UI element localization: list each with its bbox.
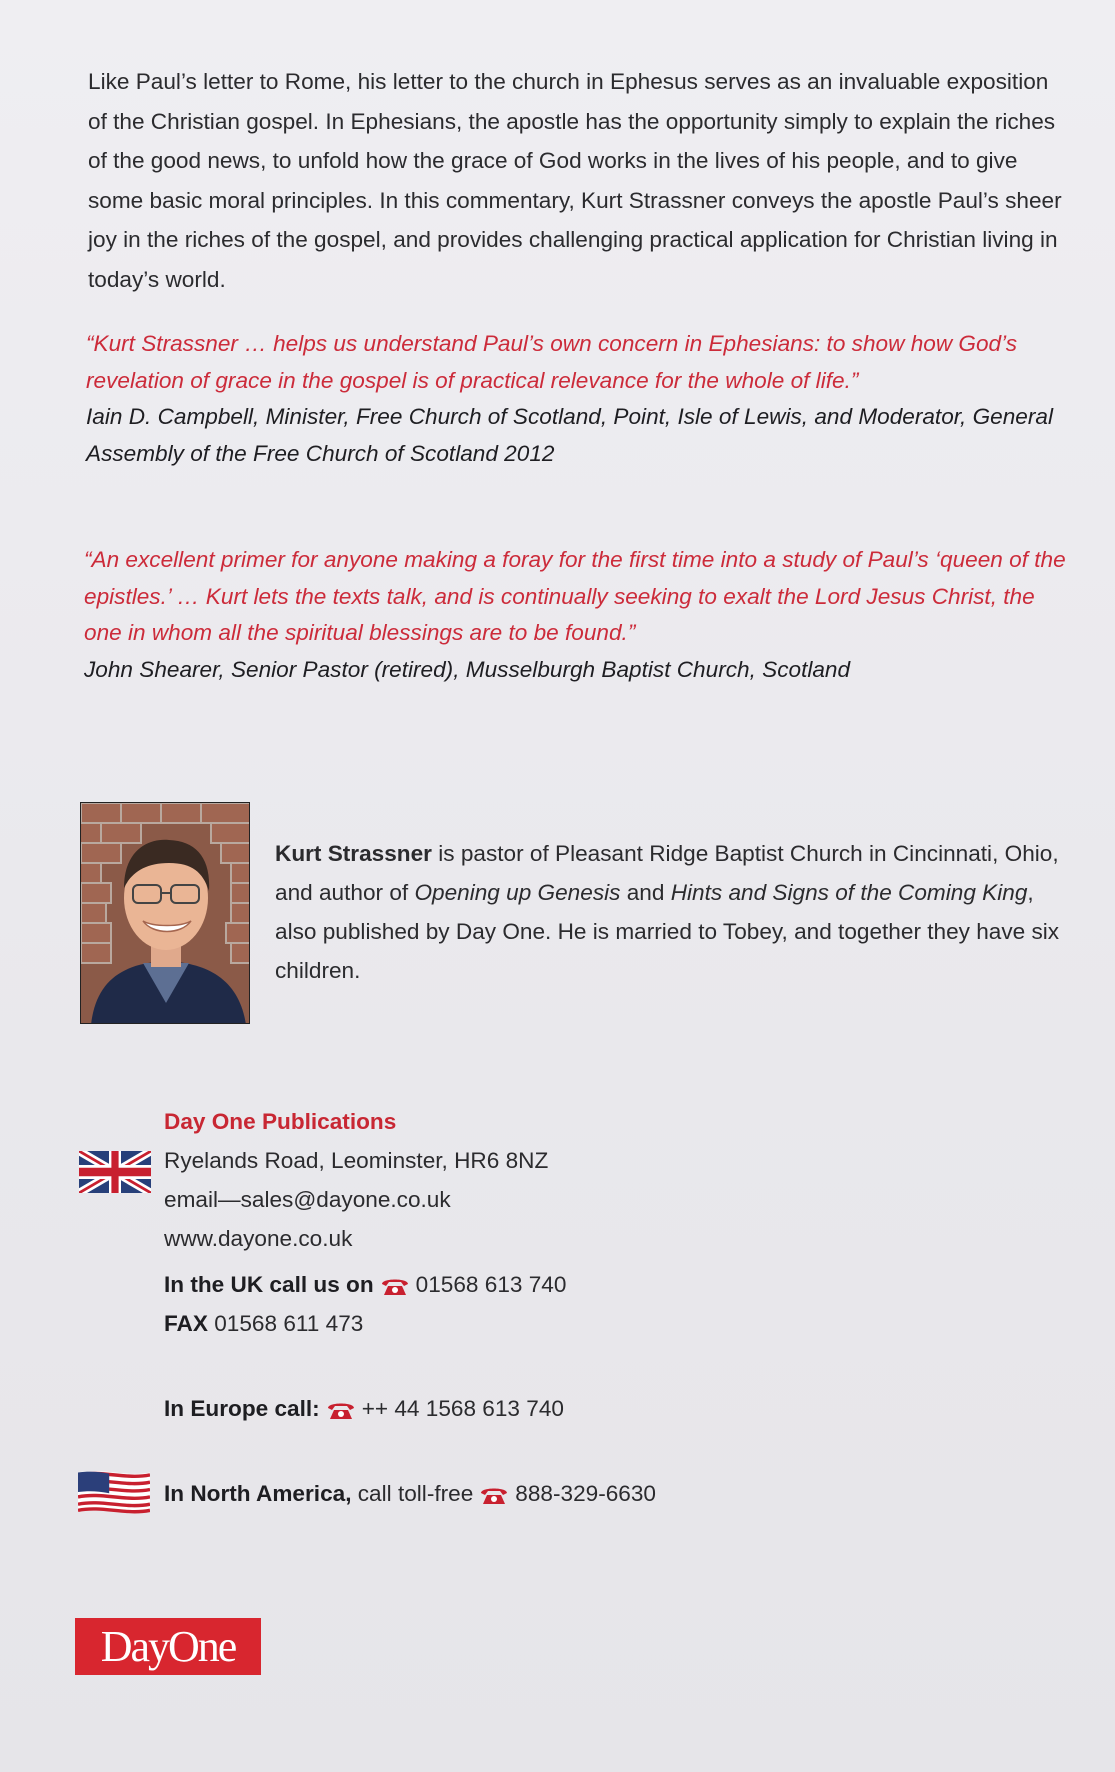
endorsement-quote: “An excellent primer for anyone making a foray for the first time into a study of Paul’s ‘queen of the epistles.’ … Kurt lets the texts talk, and is continually seeking to exalt the Lord Jesus Christ, the one in whom all the spiritual blessings are to be found.” [84, 547, 1066, 645]
author-photo [80, 802, 250, 1024]
publisher-address: Ryelands Road, Leominster, HR6 8NZ [164, 1148, 549, 1173]
uk-flag-icon [79, 1151, 151, 1193]
endorsement-attribution: John Shearer, Senior Pastor (retired), Musselburgh Baptist Church, Scotland [84, 656, 851, 682]
north-america-label: In North America, [164, 1481, 352, 1506]
telephone-icon [326, 1400, 356, 1420]
uk-phone-label: In the UK call us on [164, 1272, 374, 1297]
uk-phone-number: 01568 613 740 [415, 1272, 567, 1297]
europe-phone-number: ++ 44 1568 613 740 [361, 1396, 564, 1421]
bio-text: , also published by Day One. He is married to Tobey, and together they have six children. [275, 880, 1060, 983]
author-name: Kurt Strassner [275, 841, 432, 866]
dayone-logo: DayOne [75, 1618, 261, 1675]
telephone-icon [479, 1485, 509, 1505]
toll-free-text: call toll-free [351, 1481, 474, 1506]
uk-phone-line [164, 1265, 566, 1304]
telephone-icon [380, 1276, 410, 1296]
publisher-website[interactable]: www.dayone.co.uk [164, 1226, 353, 1251]
north-america-phone-line [164, 1474, 656, 1513]
europe-phone-line [164, 1389, 564, 1428]
bio-text: and [620, 880, 671, 905]
fax-line [164, 1304, 363, 1343]
europe-phone-label: In Europe call: [164, 1396, 320, 1421]
fax-number: 01568 611 473 [214, 1311, 364, 1336]
endorsement-quote: “Kurt Strassner … helps us understand Paul’s own concern in Ephesians: to show how God’s revelation of grace in the gospel is of practical relevance for the whole of life.” [86, 331, 1018, 393]
endorsement-attribution: Iain D. Campbell, Minister, Free Church of Scotland, Point, Isle of Lewis, and Moderator, General Assembly of the Free Church of Scotland 2012 [86, 404, 1053, 466]
us-flag-icon [78, 1470, 150, 1514]
fax-label: FAX [164, 1311, 208, 1336]
author-bio [275, 834, 1075, 990]
book-title: Hints and Signs of the Coming King [670, 880, 1028, 905]
book-title: Opening up Genesis [414, 880, 621, 905]
north-america-phone-number: 888-329-6630 [515, 1481, 656, 1506]
endorsement-2 [84, 542, 1069, 688]
bio-text: is pastor of Pleasant Ridge Baptist Church in Cincinnati, Ohio, and author of [275, 841, 1059, 905]
endorsement-1 [86, 326, 1071, 472]
publisher-email[interactable]: email—sales@dayone.co.uk [164, 1187, 451, 1212]
book-description: Like Paul’s letter to Rome, his letter to the church in Ephesus serves as an invaluable exposition of the Christian gospel. In Ephesians, the apostle has the opportunity simply to explain the riches of the good news, to unfold how the grace of God works in the lives of his people, and to give some basic moral principles. In this commentary, Kurt Strassner conveys the apostle Paul’s sheer joy in the riches of the gospel, and provides challenging practical application for Christian living in today’s world. [88, 69, 1062, 292]
publisher-name: Day One Publications [164, 1109, 397, 1134]
